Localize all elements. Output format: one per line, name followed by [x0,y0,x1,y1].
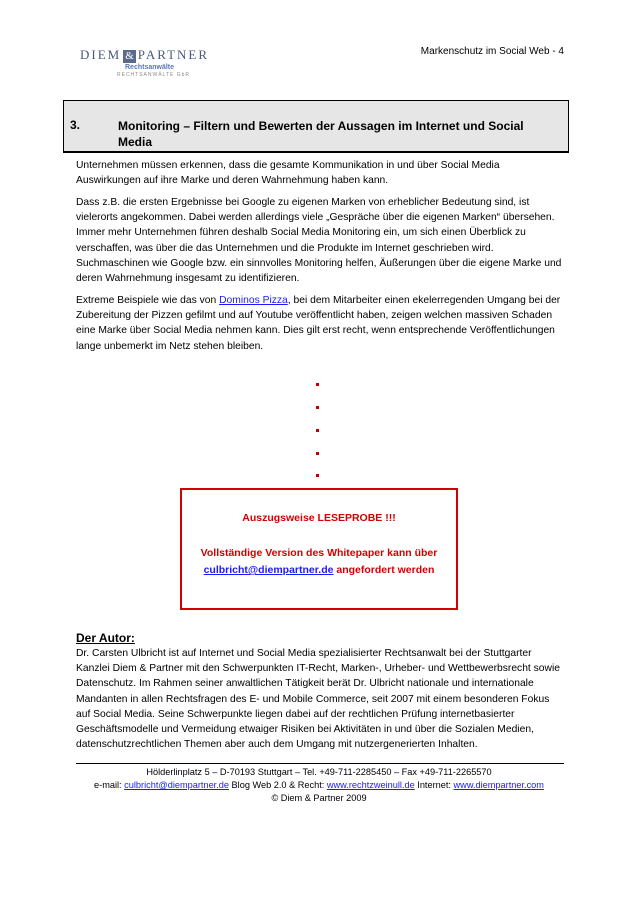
footer-blog-link[interactable]: www.rechtzweinull.de [326,780,415,790]
company-logo [77,45,217,81]
logo-subtitle-small: RECHTSANWÄLTE GbR [117,72,191,78]
leseprobe-line-2: angefordert werden [333,564,435,576]
logo-subtitle: Rechtsanwälte [125,64,175,71]
ellipsis-dot [316,383,319,386]
footer-website-link[interactable]: www.diempartner.com [453,780,544,790]
footer-email-label: e-mail: [94,780,125,790]
dominos-pizza-link[interactable]: Dominos Pizza [219,295,288,306]
paragraph-2: Dass z.B. die ersten Ergebnisse bei Google zu eigenen Marken von erheblicher Bedeutung sind, ist vielerorts angekommen. Dabei werden allerdings viele „Gespräche über die eigenen Marken“ übersehen. Immer mehr Unternehmen führen deshalb Social Media Monitoring ein, um sich einen Überblick zu verschaffen, was über die das Unternehmen und die Produkte im Internet geschrieben wird. [76,197,555,254]
paragraph-4 [76,293,564,354]
paragraph-3: Suchmaschinen wie Google bzw. ein sinnvolles Monitoring helfen, Äußerungen über die eigene Marke und deren Wahrnehmung insgesamt zu identifizieren. [76,258,562,285]
logo-name-left: DIEM [80,47,122,62]
ellipsis-dot [316,429,319,432]
paragraph-4-end: , bei dem Mitarbeiter einen ekelerregenden Umgang bei der Zubereitung der Pizzen gefilmt und auf Youtube veröffentlicht haben, zeigen welchen massiven Schaden eine Marke über Social Media nehmen kann. Dies gilt erst recht, wenn entsprechende Veröffentlichungen lange unbemerkt im Netz stehen bleiben. [76,295,561,352]
section-number: 3. [70,118,81,132]
logo-ampersand: & [125,50,134,62]
ellipsis-dot [316,406,319,409]
ellipsis-dot [316,452,319,455]
footer-address: Hölderlinplatz 5 – D-70193 Stuttgart – Tel. +49-711-2285450 – Fax +49-711-2265570 [146,767,492,777]
section-title: Monitoring – Filtern und Bewerten der Aussagen im Internet und Social Media [118,119,524,149]
logo-name-right: PARTNER [137,47,210,62]
footer-contacts [60,779,578,792]
logo-wordmark [80,47,209,63]
leseprobe-email-link[interactable]: culbricht@diempartner.de [203,564,334,576]
footer-email-link[interactable]: culbricht@diempartner.de [124,780,229,790]
footer-internet-label: Internet: [414,780,454,790]
footer-divider [76,763,564,764]
author-text: Dr. Carsten Ulbricht ist auf Internet und Social Media spezialisierter Rechtsanwalt bei der Stuttgarter Kanzlei Diem & Partner mit den Schwerpunkten IT-Recht, Marken-, Urheber- und Wettbewerbsrecht sowie Datenschutz. Im Rahmen seiner anwaltlichen Tätigkeit berät Dr. Ulbricht nationale und internationale Mandanten in allen Rechtsfragen des E- und Mobile Commerce, seit 2007 mit einem besonderen Fokus auf Social Media. Seine Schwerpunkte liegen dabei auf der rechtlichen Prüfung internetbasierter Geschäftsmodelle und Vermeidung etwaiger Risiken bei Aktivitäten in und über die Sozialen Medien, datenschutzrechtlichen Themen aber auch dem Umgang mit nutzergenerierten Inhalten. [76,648,560,751]
page-header-title: Markenschutz im Social Web - 4 [420,46,564,57]
footer-copyright: © Diem & Partner 2009 [271,793,367,803]
leseprobe-title: Auszugsweise LESEPROBE !!! [242,512,396,524]
footer-blog-label: Blog Web 2.0 & Recht: [229,780,327,790]
paragraph-1: Unternehmen müssen erkennen, dass die gesamte Kommunikation in und über Social Media Auswirkungen auf ihre Marke und deren Wahrnehmung haben kann. [76,160,500,187]
leseprobe-text [180,545,458,579]
author-heading: Der Autor: [76,631,135,645]
leseprobe-line-1: Vollständige Version des Whitepaper kann über [200,547,438,559]
ellipsis-dot [316,474,319,477]
paragraph-4-start: Extreme Beispiele wie das von [76,295,220,306]
